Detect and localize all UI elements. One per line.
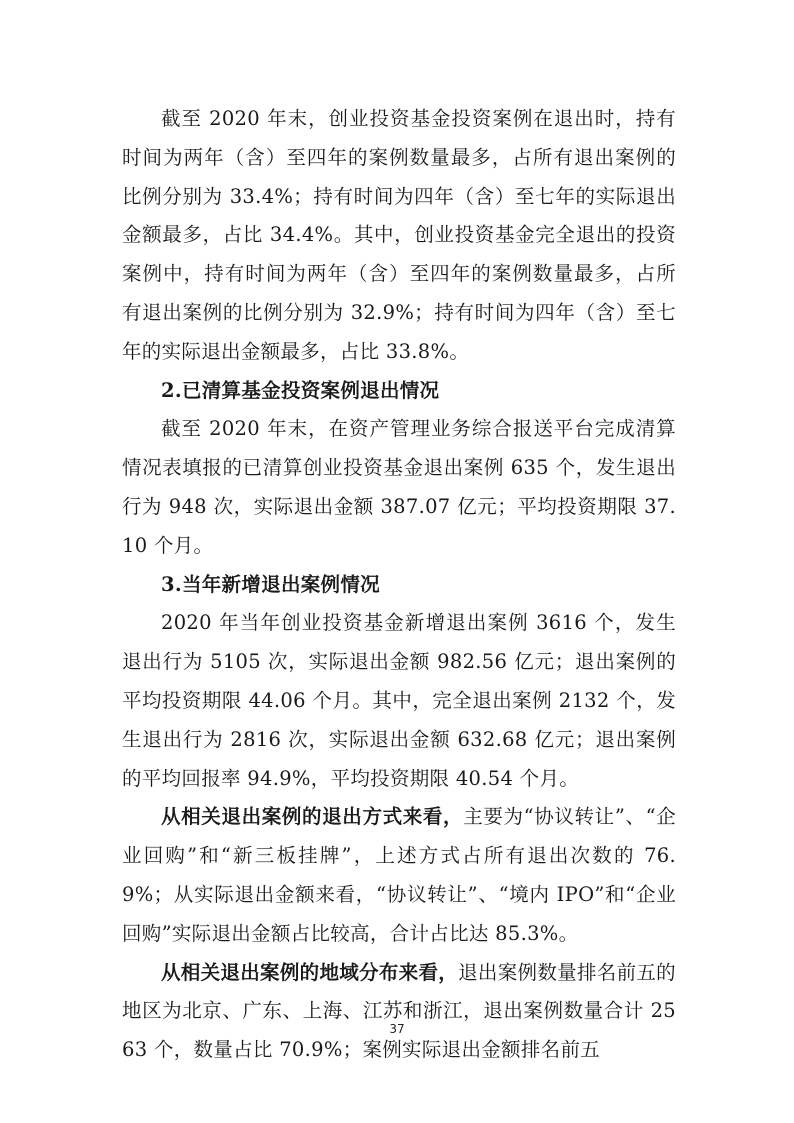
- regional-distribution-body: 退出案例数量排名前五的地区为北京、广东、上海、江苏和浙江，退出案例数量合计 2563 个，数量占比 70.9%；案例实际退出金额排名前五: [122, 960, 676, 1062]
- exit-methods-lead: 从相关退出案例的退出方式来看，: [161, 805, 464, 829]
- exit-methods-body: 主要为“协议转让”、“企业回购”和“新三板挂牌”，上述方式占所有退出次数的 76.9%；从实际退出金额来看，“协议转让”、“境内 IPO”和“企业回购”实际退出金额占比较高，合计占比达 85.3%。: [122, 805, 676, 945]
- paragraph-holding-period: 截至 2020 年末，创业投资基金投资案例在退出时，持有时间为两年（含）至四年的案例数量最多，占所有退出案例的比例分别为 33.4%；持有时间为四年（含）至七年的实际退出金额最多，占比 34.4%。其中，创业投资基金完全退出的投资案例中，持有时间为两年（含）至四年的案例数量最多，占所有退出案例的比例分别为 32.9%；持有时间为四年（含）至七年的实际退出金额最多，占比 33.8%。: [122, 107, 676, 363]
- paragraph-liquidated-funds: 截至 2020 年末，在资产管理业务综合报送平台完成清算情况表填报的已清算创业投资基金退出案例 635 个，发生退出行为 948 次，实际退出金额 387.07 亿元；平均投资期限 37.10 个月。: [122, 417, 676, 557]
- page-number: 37: [389, 1022, 405, 1036]
- section-heading-liquidated-funds: 2.已清算基金投资案例退出情况: [161, 378, 440, 402]
- regional-distribution-lead: 从相关退出案例的地域分布来看，: [161, 960, 459, 984]
- document-body: [122, 100, 676, 1070]
- paragraph-exit-methods: [122, 798, 676, 953]
- section-heading-new-exits: 3.当年新增退出案例情况: [161, 572, 380, 596]
- paragraph-new-exits: 2020 年当年创业投资基金新增退出案例 3616 个，发生退出行为 5105 次，实际退出金额 982.56 亿元；退出案例的平均投资期限 44.06 个月。其中，完全退出案例 2132 个，发生退出行为 2816 次，实际退出金额 632.68 亿元；退出案例的平均回报率 94.9%，平均投资期限 40.54 个月。: [122, 611, 676, 790]
- paragraph-regional-distribution: [122, 954, 676, 1070]
